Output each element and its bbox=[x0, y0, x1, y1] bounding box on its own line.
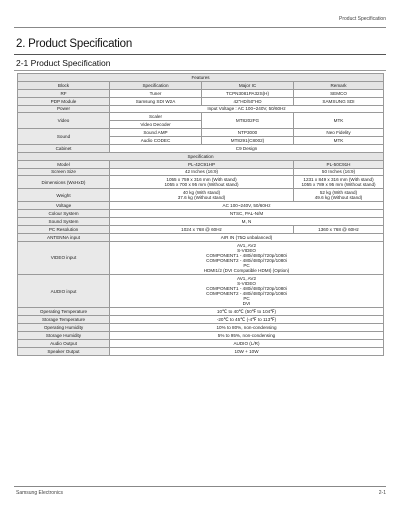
cell: Samsung SDI W2A bbox=[110, 97, 202, 105]
row-label: Storage Temperature bbox=[18, 316, 110, 324]
cell: 1024 x 768 @ 60Hz bbox=[110, 225, 294, 233]
cell: 5% to 95%, non-condensing bbox=[110, 332, 384, 340]
row-label: Model bbox=[18, 160, 110, 168]
row-label: VIDEO input bbox=[18, 241, 110, 274]
cell: NTP3000 bbox=[202, 129, 294, 137]
col-header-specification: Specification bbox=[110, 81, 202, 89]
row-label: PDP Module bbox=[18, 97, 110, 105]
table-row bbox=[18, 339, 384, 347]
row-label: Power bbox=[18, 105, 110, 113]
footer-company: Samsung Electronics bbox=[16, 490, 63, 496]
col-header-major-ic: Major IC bbox=[202, 81, 294, 89]
row-label: Cabinet bbox=[18, 144, 110, 152]
cell: 10W + 10W bbox=[110, 347, 384, 355]
spec-table bbox=[17, 73, 384, 356]
row-label: Screen Size bbox=[18, 168, 110, 176]
table-row bbox=[18, 89, 384, 97]
row-label: Video bbox=[18, 113, 110, 129]
cell: NTSC, PAL-N/M bbox=[110, 210, 384, 218]
row-label: Colour System bbox=[18, 210, 110, 218]
col-header-remark: Remark bbox=[294, 81, 384, 89]
table-row bbox=[18, 275, 384, 308]
table-row bbox=[18, 324, 384, 332]
col-header-block: Block bbox=[18, 81, 110, 89]
cell: Neo Fidelity bbox=[294, 129, 384, 137]
cell: M, N bbox=[110, 218, 384, 226]
cell: TCPN3081PA32S(H) bbox=[202, 89, 294, 97]
row-label: RF bbox=[18, 89, 110, 97]
weight-line: 40 kg (With stand) bbox=[182, 190, 221, 196]
dimension-line: 1055 x 789 x 95 mm (Without stand) bbox=[301, 182, 376, 188]
row-label: Operating Temperature bbox=[18, 308, 110, 316]
model-b: PL-50C91H bbox=[294, 160, 384, 168]
cell: Video Decoder bbox=[110, 121, 202, 129]
cell: AV1, AV2 S-VIDEO COMPONENT1 - 480i/480p/720p/1080i COMPONENT2 - 480i/480p/720p/1080i PC DVI bbox=[110, 275, 384, 308]
cell bbox=[294, 176, 384, 189]
cell bbox=[294, 189, 384, 202]
section-title: 2. Product Specification bbox=[16, 38, 133, 50]
cell: MT8202FG bbox=[202, 113, 294, 129]
cell: -20℃ to 45℃ (-4℉ to 113℉) bbox=[110, 316, 384, 324]
row-label: Dimensions (WxHxD) bbox=[18, 176, 110, 189]
table-row bbox=[18, 218, 384, 226]
row-label: Speaker Output bbox=[18, 347, 110, 355]
specification-title: Specification bbox=[18, 152, 384, 160]
cell: Sound AMP bbox=[110, 129, 202, 137]
table-row bbox=[18, 129, 384, 137]
table-row bbox=[18, 332, 384, 340]
cell: AV1, AV2 S-VIDEO COMPONENT1 - 480i/480p/720p/1080i COMPONENT2 - 480i/480p/720p/1080i PC HDMI1/2 (DVI Compatible HDMI) (Option) bbox=[110, 241, 384, 274]
cell: SAMSUNG SDI bbox=[294, 97, 384, 105]
row-label: Audio Output bbox=[18, 339, 110, 347]
cell: C9 Design bbox=[110, 144, 384, 152]
features-title-row bbox=[18, 74, 384, 82]
row-label: Sound System bbox=[18, 218, 110, 226]
cell bbox=[110, 189, 294, 202]
features-title: Features bbox=[18, 74, 384, 82]
section-rule bbox=[14, 54, 386, 55]
header-rule bbox=[14, 27, 386, 28]
row-label: Voltage bbox=[18, 202, 110, 210]
cell: 10% to 80%, non-condensing bbox=[110, 324, 384, 332]
weight-line: 52 kg (With stand) bbox=[319, 190, 358, 196]
cell: Tuner bbox=[110, 89, 202, 97]
row-label: ANTENNA input bbox=[18, 233, 110, 241]
table-row bbox=[18, 105, 384, 113]
cell: 1360 x 768 @ 60Hz bbox=[294, 225, 384, 233]
row-label: Storage Humidity bbox=[18, 332, 110, 340]
table-row bbox=[18, 202, 384, 210]
table-row bbox=[18, 347, 384, 355]
dimension-line: 1055 x 700 x 95 mm (Without stand) bbox=[164, 182, 239, 188]
table-row bbox=[18, 113, 384, 121]
table-row bbox=[18, 168, 384, 176]
table-row bbox=[18, 225, 384, 233]
cell: Input Voltage : AC 100~240V, 50/60Hz bbox=[110, 105, 384, 113]
cell: AIR IN (75Ω unbalanced) bbox=[110, 233, 384, 241]
row-label: PC Resolution bbox=[18, 225, 110, 233]
table-row bbox=[18, 144, 384, 152]
cell: 42 Inches (16:9) bbox=[110, 168, 294, 176]
table-row bbox=[18, 210, 384, 218]
table-row bbox=[18, 160, 384, 168]
table-row bbox=[18, 308, 384, 316]
cell: 50 Inches (16:9) bbox=[294, 168, 384, 176]
model-a: PL-42C91HP bbox=[110, 160, 294, 168]
cell: MT8291(C8002) bbox=[202, 137, 294, 145]
cell: SEMCO bbox=[294, 89, 384, 97]
weight-line: 49.6 kg (Without stand) bbox=[314, 195, 363, 201]
cell: MTK bbox=[294, 113, 384, 129]
row-label: AUDIO input bbox=[18, 275, 110, 308]
cell: Scaler bbox=[110, 113, 202, 121]
cell: AC 100~240V, 50/60Hz bbox=[110, 202, 384, 210]
specification-title-row bbox=[18, 152, 384, 160]
dimension-line: 1055 x 759 x 316 mm (With stand) bbox=[166, 177, 237, 183]
table-row bbox=[18, 189, 384, 202]
features-header-row bbox=[18, 81, 384, 89]
dimension-line: 1231 x 849 x 316 mm (With stand) bbox=[303, 177, 374, 183]
page-number: 2-1 bbox=[378, 490, 386, 496]
footer-rule bbox=[14, 486, 386, 487]
cell: MTK bbox=[294, 137, 384, 145]
table-row bbox=[18, 176, 384, 189]
table-row bbox=[18, 241, 384, 274]
weight-line: 37.6 kg (Without stand) bbox=[177, 195, 226, 201]
subsection-title: 2-1 Product Specification bbox=[16, 58, 111, 68]
cell: AUDIO (L/R) bbox=[110, 339, 384, 347]
cell: Audio CODEC bbox=[110, 137, 202, 145]
table-row bbox=[18, 233, 384, 241]
cell: 10℃ to 40℃ (50℉ to 104℉) bbox=[110, 308, 384, 316]
row-label: Operating Humidity bbox=[18, 324, 110, 332]
subsection-rule bbox=[14, 70, 386, 71]
table-row bbox=[18, 97, 384, 105]
cell: 42"HD/50"HD bbox=[202, 97, 294, 105]
row-label: Sound bbox=[18, 129, 110, 145]
row-label: Weight bbox=[18, 189, 110, 202]
table-row bbox=[18, 316, 384, 324]
cell bbox=[110, 176, 294, 189]
running-header: Product Specification bbox=[339, 16, 386, 22]
